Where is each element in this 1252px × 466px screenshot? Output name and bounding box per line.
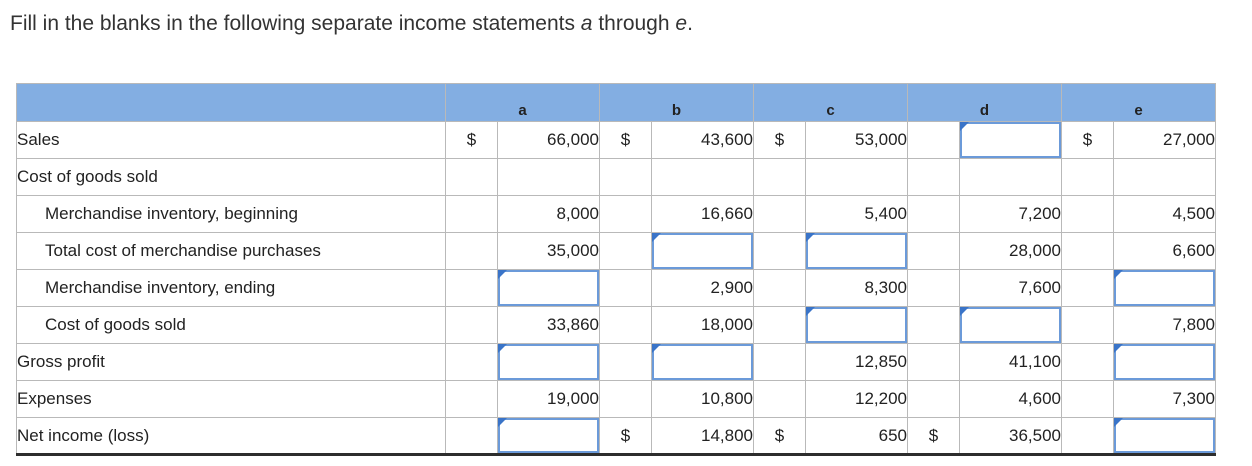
- currency-symbol: [446, 344, 498, 381]
- value-cell-d: 7,200: [960, 196, 1062, 233]
- column-header-b: b: [600, 84, 754, 122]
- currency-symbol: [754, 233, 806, 270]
- value-cell-e: 27,000: [1114, 122, 1216, 159]
- answer-cell-c[interactable]: [806, 307, 908, 344]
- input-flag-icon: [960, 122, 969, 131]
- answer-cell-e[interactable]: [1114, 418, 1216, 455]
- value-cell-d: 7,600: [960, 270, 1062, 307]
- value-cell-c: 8,300: [806, 270, 908, 307]
- statement-body: [17, 122, 1216, 455]
- value-cell-b: 10,800: [652, 381, 754, 418]
- currency-symbol: [446, 270, 498, 307]
- value-cell-b: 43,600: [652, 122, 754, 159]
- row-label: Expenses: [17, 381, 446, 418]
- currency-symbol: [754, 307, 806, 344]
- row-label: Cost of goods sold: [17, 307, 446, 344]
- currency-symbol: $: [908, 418, 960, 455]
- currency-symbol: [754, 196, 806, 233]
- row-label: Total cost of merchandise purchases: [17, 233, 446, 270]
- currency-symbol: [908, 270, 960, 307]
- value-cell-e: 6,600: [1114, 233, 1216, 270]
- value-cell-c: 12,850: [806, 344, 908, 381]
- table-row: [17, 233, 1216, 270]
- answer-input[interactable]: [960, 307, 1061, 343]
- value-cell-e: 7,800: [1114, 307, 1216, 344]
- currency-symbol: $: [1062, 122, 1114, 159]
- currency-symbol: [446, 233, 498, 270]
- answer-cell-b[interactable]: [652, 344, 754, 381]
- answer-input[interactable]: [960, 122, 1061, 158]
- answer-cell-c[interactable]: [806, 233, 908, 270]
- currency-symbol: [908, 381, 960, 418]
- currency-symbol: [446, 307, 498, 344]
- value-cell-d: 4,600: [960, 381, 1062, 418]
- currency-symbol: [754, 381, 806, 418]
- currency-symbol: $: [600, 418, 652, 455]
- currency-symbol: [1062, 307, 1114, 344]
- value-cell-e: [1114, 159, 1216, 196]
- currency-symbol: [600, 270, 652, 307]
- answer-input[interactable]: [1114, 270, 1215, 306]
- row-label: Cost of goods sold: [17, 159, 446, 196]
- table-row: [17, 196, 1216, 233]
- input-flag-icon: [652, 233, 661, 242]
- answer-cell-a[interactable]: [498, 270, 600, 307]
- input-flag-icon: [806, 233, 815, 242]
- currency-symbol: [908, 344, 960, 381]
- value-cell-b: 2,900: [652, 270, 754, 307]
- currency-symbol: [1062, 381, 1114, 418]
- column-header-e: e: [1062, 84, 1216, 122]
- currency-symbol: [1062, 344, 1114, 381]
- value-cell-d: [960, 159, 1062, 196]
- value-cell-d: 36,500: [960, 418, 1062, 455]
- instruction-e: e: [675, 12, 688, 35]
- currency-symbol: [754, 270, 806, 307]
- input-flag-icon: [498, 270, 507, 279]
- input-flag-icon: [1114, 270, 1123, 279]
- currency-symbol: [600, 196, 652, 233]
- currency-symbol: [754, 159, 806, 196]
- answer-input[interactable]: [806, 307, 907, 343]
- currency-symbol: $: [754, 122, 806, 159]
- currency-symbol: [446, 381, 498, 418]
- currency-symbol: [600, 381, 652, 418]
- currency-symbol: [908, 122, 960, 159]
- answer-input[interactable]: [498, 344, 599, 380]
- value-cell-b: 14,800: [652, 418, 754, 455]
- value-cell-a: 19,000: [498, 381, 600, 418]
- currency-symbol: [446, 418, 498, 455]
- instruction-through: through: [592, 12, 676, 35]
- currency-symbol: [754, 344, 806, 381]
- input-flag-icon: [1114, 344, 1123, 353]
- currency-symbol: [908, 159, 960, 196]
- instruction-period: .: [687, 12, 693, 35]
- currency-symbol: $: [600, 122, 652, 159]
- currency-symbol: [600, 159, 652, 196]
- income-statement-table: [16, 83, 1216, 456]
- column-header-c: c: [754, 84, 908, 122]
- answer-input[interactable]: [806, 233, 907, 269]
- header-row: [17, 84, 1216, 122]
- instruction-a: a: [580, 12, 593, 35]
- currency-symbol: [446, 159, 498, 196]
- input-flag-icon: [498, 344, 507, 353]
- currency-symbol: [600, 344, 652, 381]
- answer-input[interactable]: [1114, 418, 1215, 453]
- value-cell-a: 66,000: [498, 122, 600, 159]
- table-row: [17, 418, 1216, 455]
- answer-input[interactable]: [498, 270, 599, 306]
- currency-symbol: [600, 307, 652, 344]
- answer-input[interactable]: [652, 344, 753, 380]
- answer-cell-b[interactable]: [652, 233, 754, 270]
- header-label-cell: [17, 84, 446, 122]
- value-cell-e: 7,300: [1114, 381, 1216, 418]
- input-flag-icon: [498, 418, 507, 427]
- row-label: Net income (loss): [17, 418, 446, 455]
- value-cell-b: [652, 159, 754, 196]
- row-label: Merchandise inventory, beginning: [17, 196, 446, 233]
- answer-cell-d[interactable]: [960, 122, 1062, 159]
- value-cell-a: 35,000: [498, 233, 600, 270]
- table-row: [17, 381, 1216, 418]
- table-row: [17, 270, 1216, 307]
- currency-symbol: $: [754, 418, 806, 455]
- currency-symbol: [1062, 270, 1114, 307]
- currency-symbol: [600, 233, 652, 270]
- value-cell-e: 4,500: [1114, 196, 1216, 233]
- answer-cell-a[interactable]: [498, 418, 600, 455]
- value-cell-d: 41,100: [960, 344, 1062, 381]
- currency-symbol: [908, 233, 960, 270]
- value-cell-c: 53,000: [806, 122, 908, 159]
- input-flag-icon: [1114, 418, 1123, 427]
- currency-symbol: [908, 307, 960, 344]
- input-flag-icon: [960, 307, 969, 316]
- currency-symbol: [1062, 418, 1114, 455]
- row-label: Sales: [17, 122, 446, 159]
- answer-input[interactable]: [652, 233, 753, 269]
- answer-cell-d[interactable]: [960, 307, 1062, 344]
- answer-input[interactable]: [1114, 344, 1215, 380]
- value-cell-b: 18,000: [652, 307, 754, 344]
- value-cell-c: [806, 159, 908, 196]
- table-row: [17, 307, 1216, 344]
- answer-input[interactable]: [498, 418, 599, 453]
- currency-symbol: $: [446, 122, 498, 159]
- table-row: [17, 122, 1216, 159]
- answer-cell-e[interactable]: [1114, 270, 1216, 307]
- answer-cell-a[interactable]: [498, 344, 600, 381]
- column-header-d: d: [908, 84, 1062, 122]
- value-cell-c: 5,400: [806, 196, 908, 233]
- currency-symbol: [446, 196, 498, 233]
- instruction-text: [10, 12, 693, 36]
- value-cell-a: 33,860: [498, 307, 600, 344]
- input-flag-icon: [652, 344, 661, 353]
- value-cell-d: 28,000: [960, 233, 1062, 270]
- answer-cell-e[interactable]: [1114, 344, 1216, 381]
- currency-symbol: [1062, 196, 1114, 233]
- input-flag-icon: [806, 307, 815, 316]
- row-label: Gross profit: [17, 344, 446, 381]
- table-row: [17, 344, 1216, 381]
- value-cell-a: [498, 159, 600, 196]
- currency-symbol: [1062, 159, 1114, 196]
- table-row: [17, 159, 1216, 196]
- value-cell-a: 8,000: [498, 196, 600, 233]
- value-cell-b: 16,660: [652, 196, 754, 233]
- value-cell-c: 12,200: [806, 381, 908, 418]
- instruction-before: Fill in the blanks in the following separate income statements: [10, 12, 581, 35]
- currency-symbol: [908, 196, 960, 233]
- column-header-a: a: [446, 84, 600, 122]
- currency-symbol: [1062, 233, 1114, 270]
- row-label: Merchandise inventory, ending: [17, 270, 446, 307]
- value-cell-c: 650: [806, 418, 908, 455]
